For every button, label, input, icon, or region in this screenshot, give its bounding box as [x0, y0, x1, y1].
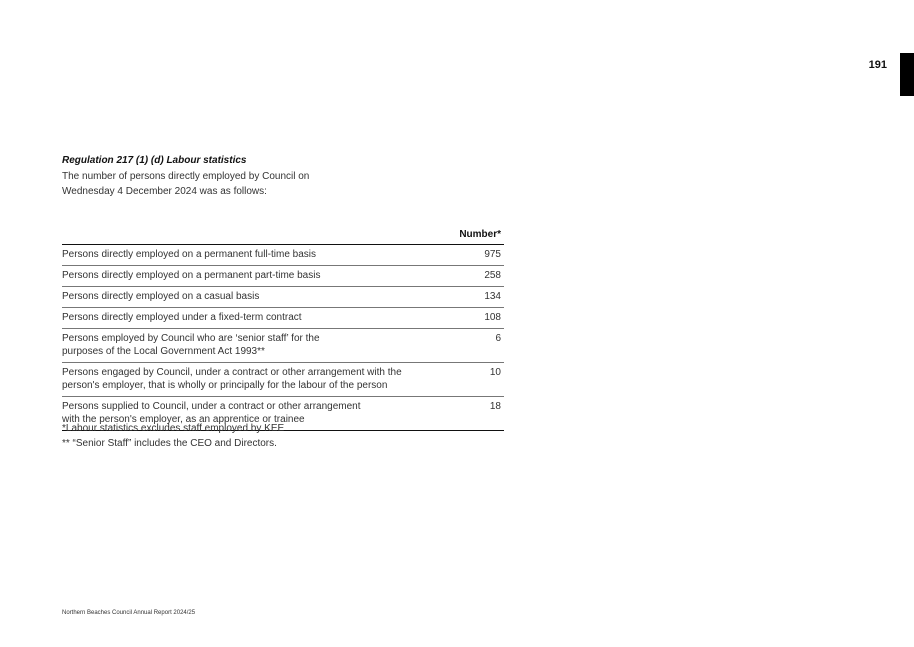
table-row: [62, 308, 504, 329]
footnote-2: ** “Senior Staff” includes the CEO and Directors.: [62, 438, 277, 449]
row-value: 18: [441, 397, 504, 431]
row-value: 975: [441, 245, 504, 266]
row-value: 108: [441, 308, 504, 329]
row-description: [62, 308, 441, 329]
intro-text: [62, 169, 362, 199]
row-description: [62, 287, 441, 308]
footnotes: [62, 421, 284, 451]
row-description: [62, 329, 441, 363]
table-header-row: [62, 226, 504, 245]
row-description-line: Persons employed by Council who are ‘senior staff’ for the: [62, 333, 320, 344]
row-description: [62, 245, 441, 266]
description-header: [62, 226, 441, 245]
page-number: 191: [868, 59, 887, 71]
footnote-1: *Labour statistics excludes staff employed by KEE: [62, 423, 285, 434]
labour-statistics-table: [62, 226, 504, 431]
row-description-line: Persons directly employed on a casual basis: [62, 291, 260, 302]
row-description-line: Persons directly employed on a permanent full-time basis: [62, 249, 317, 260]
page-footer: Northern Beaches Council Annual Report 2024/25: [62, 610, 196, 616]
table-row: [62, 266, 504, 287]
intro-line-2: Wednesday 4 December 2024 was as follows:: [62, 186, 267, 197]
table-row: [62, 329, 504, 363]
row-value: 134: [441, 287, 504, 308]
row-description-line: Persons directly employed under a fixed-term contract: [62, 312, 302, 323]
intro-section: [62, 154, 362, 199]
intro-line-1: The number of persons directly employed by Council on: [62, 171, 310, 182]
row-description-line: Persons directly employed on a permanent part-time basis: [62, 270, 321, 281]
row-description-line: with the person's employer, as an apprentice or trainee: [62, 414, 305, 425]
row-value: 6: [441, 329, 504, 363]
row-description: [62, 363, 441, 397]
table-row: [62, 287, 504, 308]
row-description-line: Persons engaged by Council, under a contract or other arrangement with the: [62, 367, 402, 378]
row-description-line: person's employer, that is wholly or principally for the labour of the person: [62, 380, 388, 391]
section-heading: Regulation 217 (1) (d) Labour statistics: [62, 155, 247, 166]
page-tab-marker: [900, 53, 914, 96]
row-description-line: Persons supplied to Council, under a contract or other arrangement: [62, 401, 361, 412]
row-value: 10: [441, 363, 504, 397]
row-description: [62, 266, 441, 287]
table-row: [62, 245, 504, 266]
table-row: [62, 363, 504, 397]
row-value: 258: [441, 266, 504, 287]
row-description-line: purposes of the Local Government Act 1993**: [62, 346, 265, 357]
number-header: Number*: [441, 226, 504, 245]
